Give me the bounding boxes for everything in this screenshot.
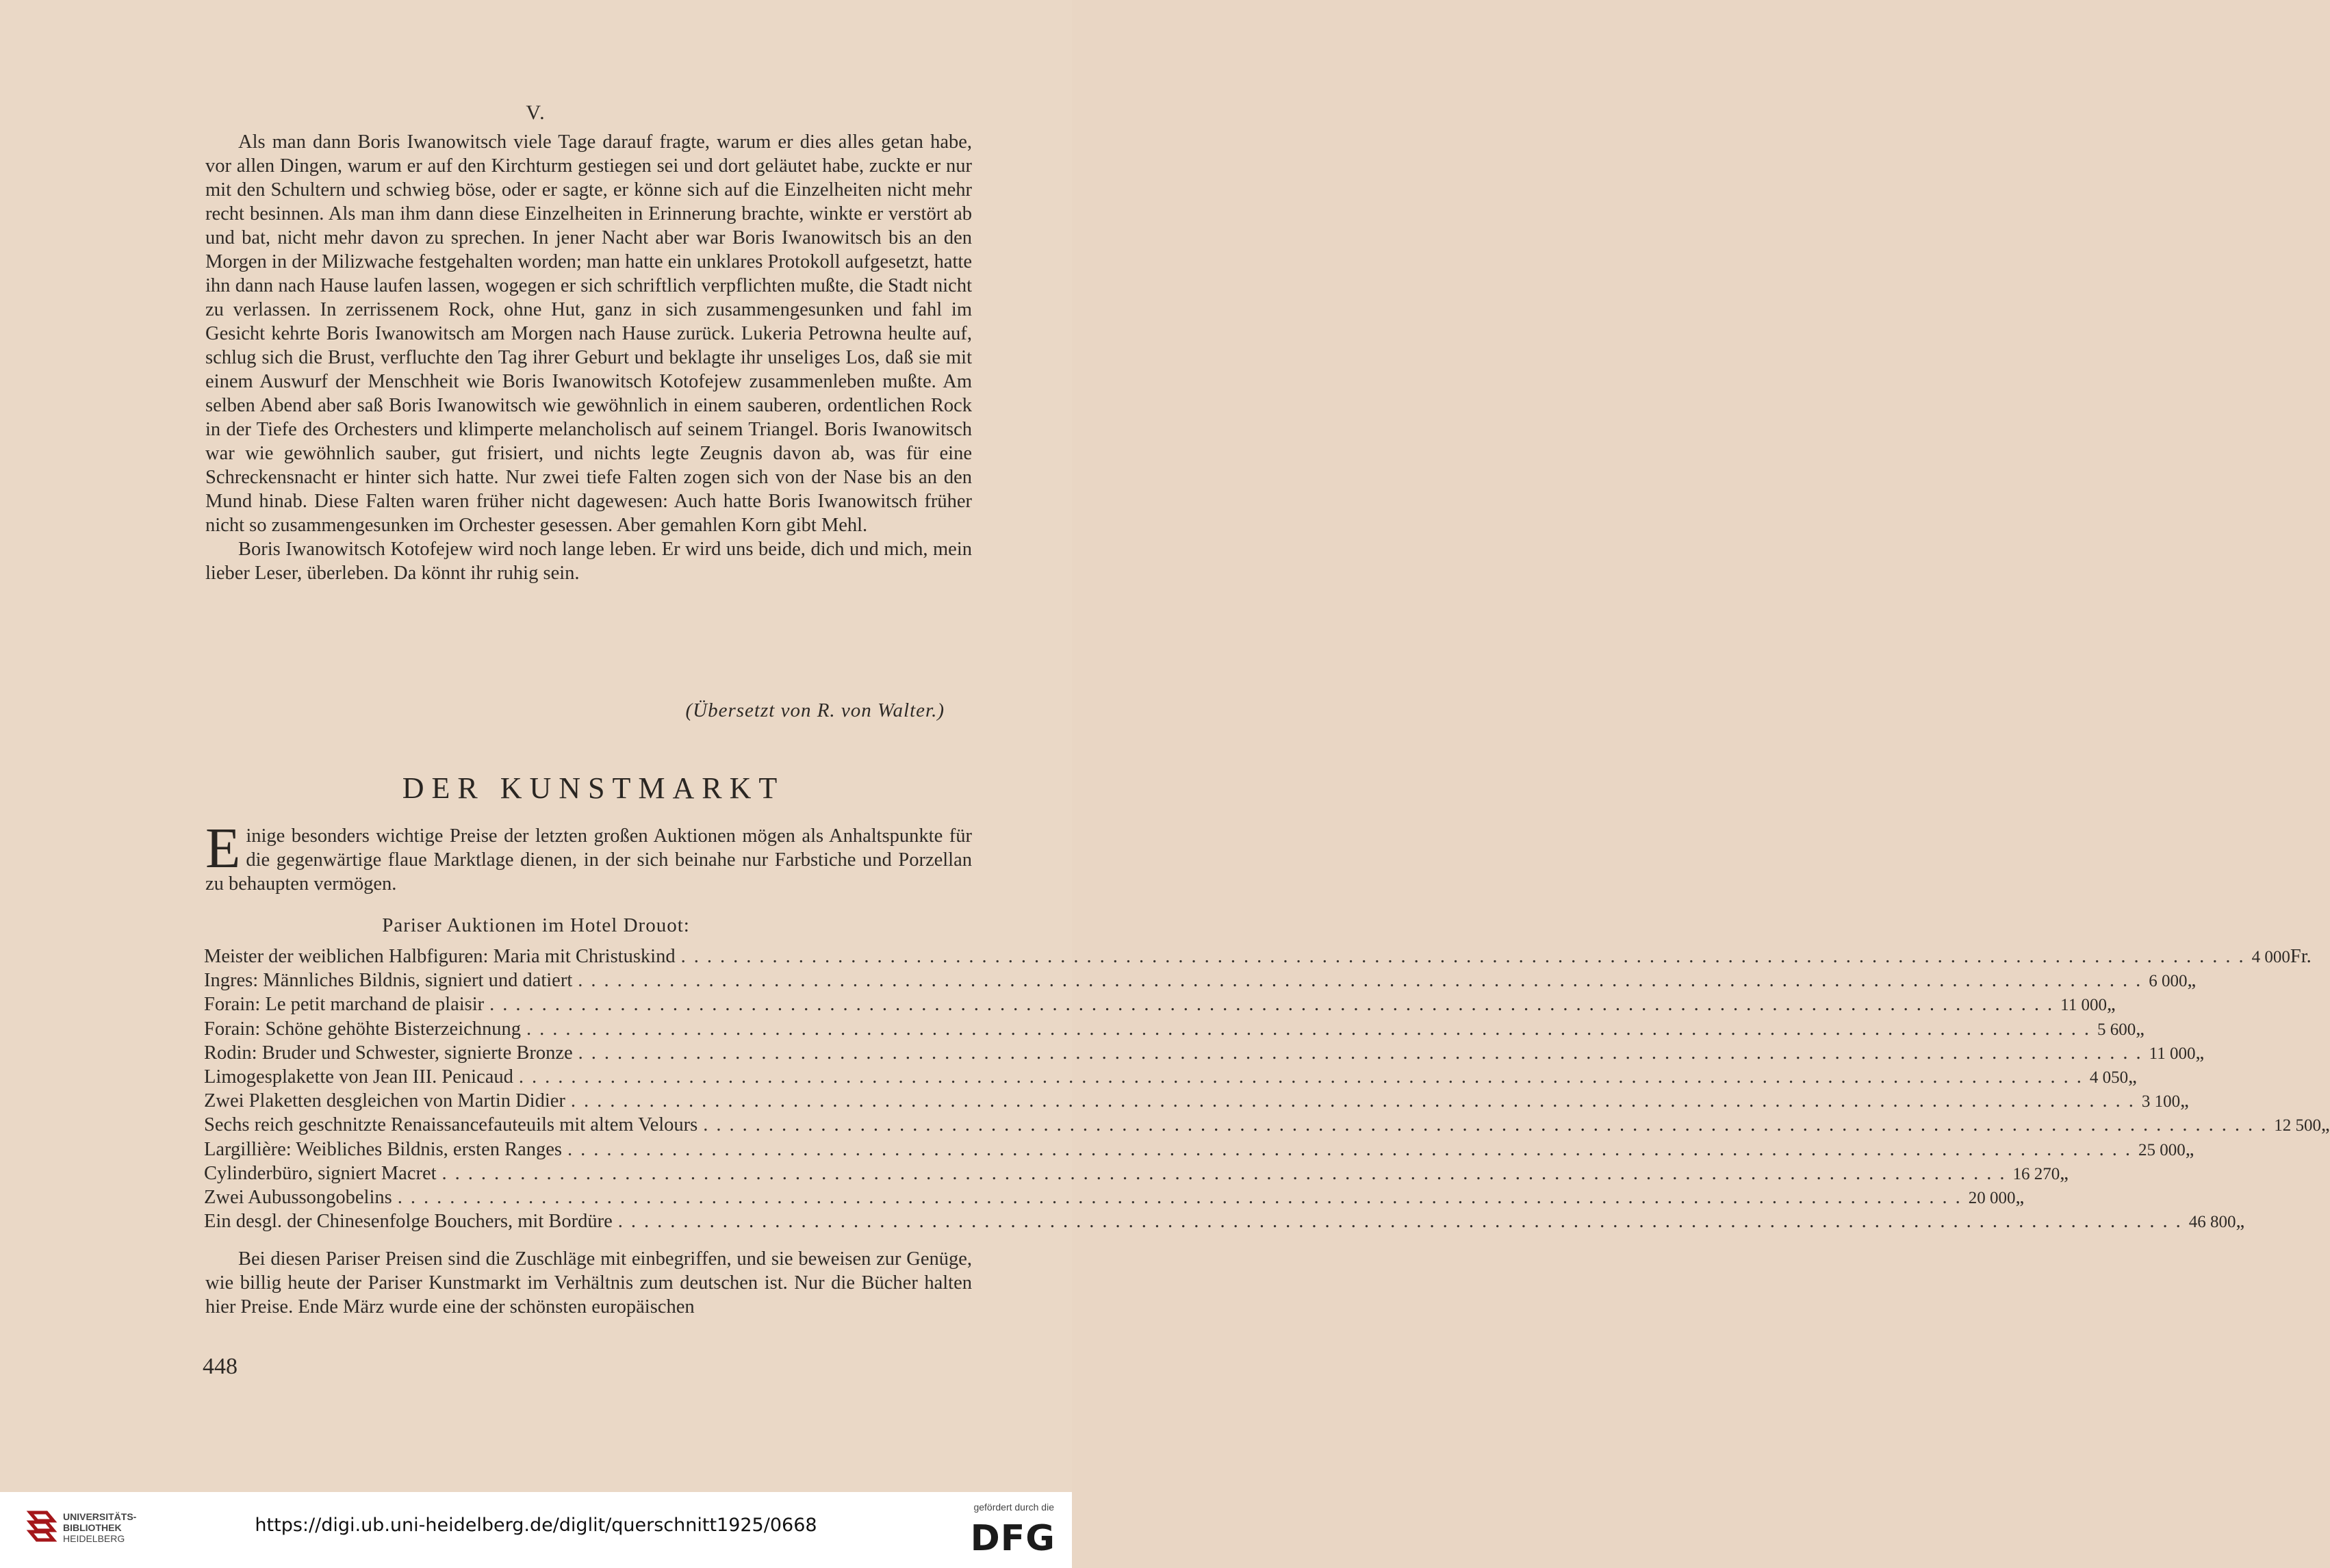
dot-leader: ........................................................................................................................ [567,1138,2138,1160]
page-number: 448 [203,1354,238,1379]
price-item: Meister der weiblichen Halbfiguren: Maria mit Christuskind [204,946,676,967]
price-currency: „ [2060,1162,2069,1184]
price-amount: 6 000 [2149,972,2188,991]
price-amount: 3 100 [2141,1092,2181,1111]
price-amount: 16 270 [2012,1164,2060,1183]
price-item: Forain: Le petit marchand de plaisir [204,994,485,1016]
closing-text [205,1247,972,1319]
translation-credit: (Übersetzt von R. von Walter.) [685,699,945,721]
price-amount: 20 000 [1968,1188,2016,1207]
dot-leader: ........................................................................................................................ [680,946,2252,967]
dot-leader: ........................................................................................................................ [578,1042,2149,1064]
price-item: Sechs reich geschnitzte Renaissancefauteuils mit altem Velours [204,1114,698,1136]
dot-leader: ........................................................................................................................ [397,1186,1969,1208]
price-currency: „ [2187,970,2197,992]
price-item: Ein desgl. der Chinesenfolge Bouchers, mit Bordüre [204,1211,613,1233]
funded-by-label: gefördert durch die [973,1502,1054,1513]
price-amount: 4 000 [2251,948,2290,966]
price-row [204,1186,2025,1211]
price-list [204,946,2330,1235]
closing-paragraph: Bei diesen Pariser Preisen sind die Zuschläge mit einbegriffen, und sie beweisen zur Genüge, wie billig heute der Pariser Kunstmarkt im Verhältnis zum deutschen ist. Nur die Bücher halten hier Preise. Ende März wurde eine der schönsten europäischen [205,1248,972,1318]
library-name-line3: HEIDELBERG [63,1533,125,1544]
dot-leader: ........................................................................................................................ [617,1211,2189,1233]
dot-leader: ........................................................................................................................ [526,1018,2098,1040]
auction-title: Pariser Auktionen im Hotel Drouot: [382,914,690,936]
page-url-link[interactable]: https://digi.ub.uni-heidelberg.de/diglit/querschnitt1925/0668 [255,1515,817,1536]
price-amount: 11 000 [2149,1044,2196,1063]
price-item: Zwei Aubussongobelins [204,1186,392,1208]
dfg-logo[interactable]: DFG [970,1518,1055,1559]
story-text [205,130,972,585]
section-number: V. [526,101,546,124]
price-row [204,1042,2205,1066]
price-item: Forain: Schöne gehöhte Bisterzeichnung [204,1018,522,1040]
intro-text: inige besonders wichtige Preise der letzten großen Auktionen mögen als Anhaltspunkte für die gegenwärtige flaue Marktlage dienen, in der sich beinahe nur Farbstiche und Porzellan zu behaupten vermögen. [205,825,972,895]
price-currency: „ [2128,1066,2137,1088]
price-amount: 5 600 [2097,1020,2136,1039]
dot-leader: ........................................................................................................................ [703,1114,2275,1136]
price-currency: „ [2015,1186,2025,1208]
price-amount: 46 800 [2188,1213,2236,1232]
price-currency: „ [2185,1138,2194,1160]
dot-leader: ........................................................................................................................ [570,1090,2142,1112]
story-paragraph-1: Als man dann Boris Iwanowitsch viele Tage darauf fragte, warum er dies alles getan habe, vor allen Dingen, warum er auf den Kirchturm gestiegen sei und dort geläutet habe, zuckte er nur mit den Schultern und schwieg böse, oder er sagte, er könne sich auf die Einzelheiten nicht mehr recht besinnen. Als man ihm dann diese Einzelheiten in Erinnerung brachte, winkte er verstört ab und bat, nicht mehr davon zu sprechen. In jener Nacht aber war Boris Iwanowitsch bis an den Morgen in der Milizwache festgehalten worden; man hatte ein unklares Protokoll aufgesetzt, hatte ihn dann nach Hause laufen lassen, wogegen er sich schriftlich verpflichten mußte, die Stadt nicht zu verlassen. In zerrissenem Rock, ohne Hut, ganz in sich zusammengesunken und fahl im Gesicht kehrte Boris Iwanowitsch am Morgen nach Hause zurück. Lukeria Petrowna heulte auf, schlug sich die Brust, verfluchte den Tag ihrer Geburt und beklagte ihr unseliges Los, daß sie mit einem Auswurf der Menschheit wie Boris Iwanowitsch Kotofejew zusammenleben mußte. Am selben Abend aber saß Boris Iwanowitsch wie gewöhnlich in einem sauberen, ordentlichen Rock in der Tiefe des Orchesters und klimperte melancholisch auf seinem Triangel. Boris Iwanowitsch war wie gewöhnlich sauber, gut frisiert, und nichts legte Zeugnis davon ab, was für eine Schreckensnacht er hinter sich hatte. Nur zwei tiefe Falten zogen sich von der Nase bis an den Mund hinab. Diese Falten waren früher nicht dagewesen: Auch hatte Boris Iwanowitsch früher nicht so zusammengesunken im Orchester gesessen. Aber gemahlen Korn gibt Mehl. [205,131,972,536]
price-row [204,946,2312,970]
dot-leader: ........................................................................................................................ [578,970,2149,992]
dot-leader: ........................................................................................................................ [518,1066,2090,1088]
price-row [204,1114,2330,1138]
price-row [204,1066,2137,1090]
price-amount: 12 500 [2274,1116,2322,1135]
price-row [204,1138,2194,1163]
drop-cap: E [205,817,241,880]
library-name-line2: BIBLIOTHEK [63,1522,122,1533]
price-currency: „ [2195,1042,2205,1064]
price-currency: „ [2180,1090,2189,1112]
viewer-footer [0,1492,1072,1568]
dot-leader: ........................................................................................................................ [441,1162,2013,1184]
price-item: Rodin: Bruder und Schwester, signierte Bronze [204,1042,573,1064]
story-paragraph-2: Boris Iwanowitsch Kotofejew wird noch lange leben. Er wird uns beide, dich und mich, mein lieber Leser, überleben. Da könnt ihr ruhig sein. [205,539,972,584]
dot-leader: ........................................................................................................................ [489,994,2061,1016]
price-currency: „ [2107,994,2116,1016]
library-name-line1: UNIVERSITÄTS- [63,1511,137,1522]
price-amount: 4 050 [2089,1068,2129,1087]
price-item: Cylinderbüro, signiert Macret [204,1162,437,1184]
price-amount: 25 000 [2138,1140,2186,1159]
section-heading: DER KUNSTMARKT [402,771,785,805]
price-item: Zwei Plaketten desgleichen von Martin Didier [204,1090,565,1112]
price-row [204,1162,2069,1187]
price-item: Limogesplakette von Jean III. Penicaud [204,1066,513,1088]
intro-paragraph [205,817,972,896]
price-currency: „ [2321,1114,2330,1136]
price-row [204,1018,2145,1042]
price-amount: 11 000 [2060,996,2107,1015]
price-item: Ingres: Männliches Bildnis, signiert und datiert [204,970,573,992]
price-currency: Fr. [2290,946,2312,967]
price-currency: „ [2236,1211,2245,1233]
price-row [204,994,2116,1018]
price-currency: „ [2136,1018,2145,1040]
price-item: Largillière: Weibliches Bildnis, ersten Ranges [204,1138,562,1160]
price-row [204,1211,2245,1235]
price-row [204,1090,2189,1114]
price-row [204,970,2197,994]
